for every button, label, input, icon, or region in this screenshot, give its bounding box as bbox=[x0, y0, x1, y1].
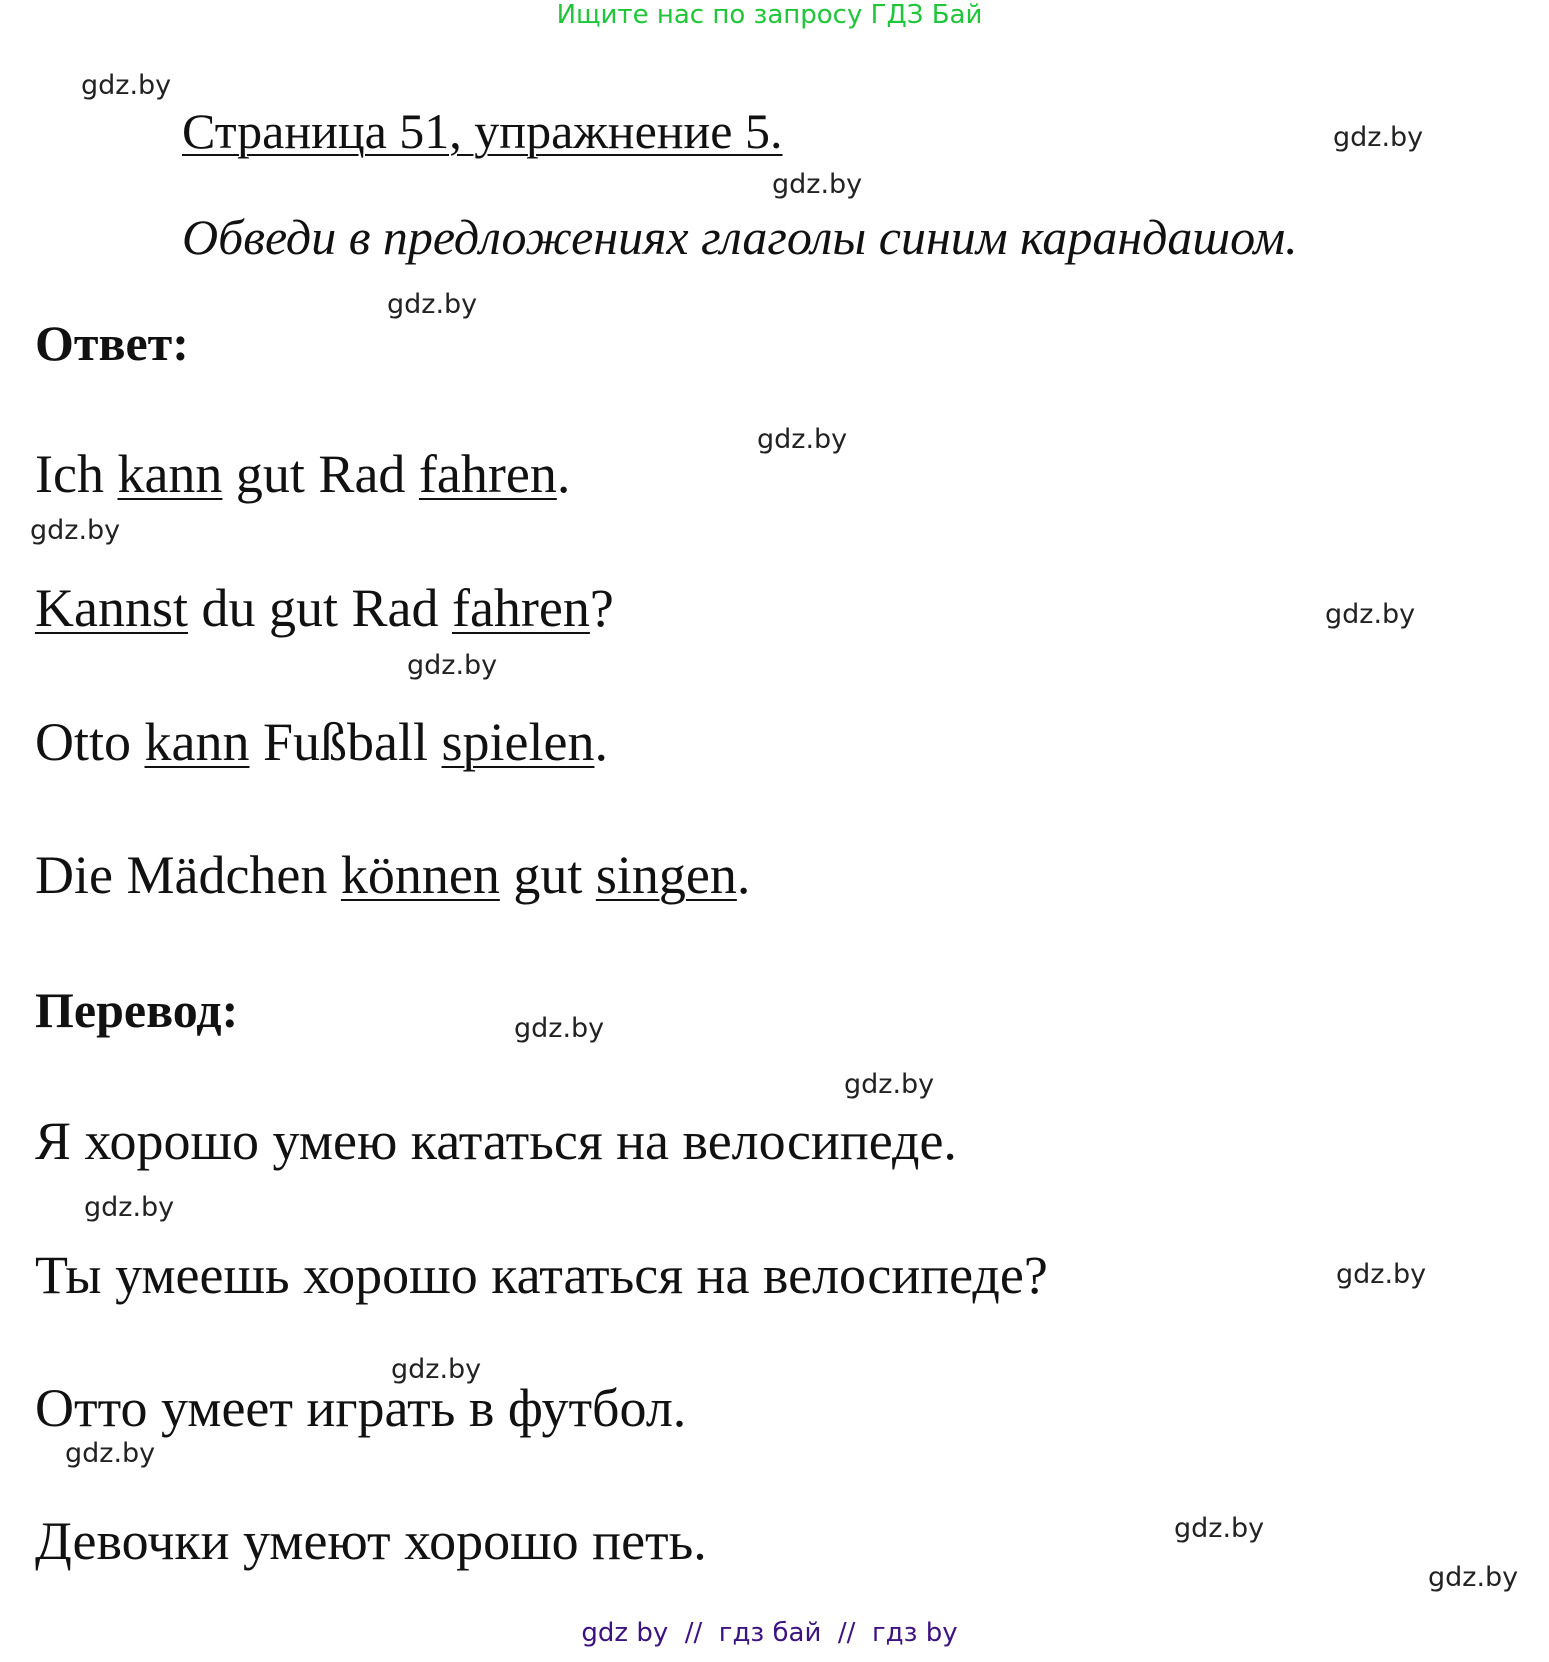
verb-underlined: können bbox=[340, 845, 500, 905]
word: gut Rad bbox=[222, 444, 419, 504]
page-title: Страница 51, упражнение 5. bbox=[182, 103, 783, 159]
translation-2: Ты умеешь хорошо кататься на велосипеде? bbox=[35, 1245, 1048, 1305]
watermark: gdz.by bbox=[391, 1354, 482, 1385]
exercise-instruction: Обведи в предложениях глаголы синим карандашом. bbox=[182, 209, 1298, 265]
answer-sentence-3 bbox=[35, 712, 608, 772]
watermark: gdz.by bbox=[81, 70, 172, 101]
verb-underlined: singen bbox=[595, 845, 737, 905]
translation-3: Отто умеет играть в футбол. bbox=[35, 1378, 687, 1438]
word: Die Mädchen bbox=[35, 845, 341, 905]
watermark: gdz.by bbox=[1333, 122, 1424, 153]
verb-underlined: fahren bbox=[451, 578, 590, 638]
answer-sentence-4 bbox=[35, 845, 751, 905]
punctuation: . bbox=[594, 712, 608, 772]
answer-heading: Ответ: bbox=[35, 315, 189, 371]
watermark: gdz.by bbox=[84, 1192, 175, 1223]
translation-4: Девочки умеют хорошо петь. bbox=[35, 1511, 707, 1571]
verb-underlined: spielen bbox=[441, 712, 595, 772]
verb-underlined: Kannst bbox=[35, 578, 188, 638]
word: Otto bbox=[35, 712, 145, 772]
verb-underlined: kann bbox=[144, 712, 250, 772]
punctuation: . bbox=[556, 444, 571, 504]
watermark: gdz.by bbox=[30, 515, 121, 546]
word: Ich bbox=[35, 444, 118, 504]
word: gut bbox=[499, 845, 596, 905]
punctuation: ? bbox=[589, 578, 614, 638]
watermark: gdz.by bbox=[514, 1013, 605, 1044]
translation-1: Я хорошо умею кататься на велосипеде. bbox=[35, 1111, 957, 1171]
search-banner[interactable]: Ищите нас по запросу ГДЗ Бай bbox=[556, 0, 983, 30]
word: du gut Rad bbox=[187, 578, 452, 638]
verb-underlined: fahren bbox=[418, 444, 557, 504]
site-links-footer[interactable]: gdz by // гдз бай // гдз by bbox=[581, 1618, 958, 1648]
watermark: gdz.by bbox=[844, 1069, 935, 1100]
translation-heading: Перевод: bbox=[35, 982, 239, 1038]
watermark: gdz.by bbox=[757, 424, 848, 455]
watermark: gdz.by bbox=[1336, 1259, 1427, 1290]
watermark: gdz.by bbox=[407, 650, 498, 681]
watermark: gdz.by bbox=[387, 289, 478, 320]
punctuation: . bbox=[736, 845, 751, 905]
word: Fußball bbox=[249, 712, 442, 772]
watermark: gdz.by bbox=[65, 1438, 156, 1469]
watermark: gdz.by bbox=[772, 169, 863, 200]
watermark: gdz.by bbox=[1325, 599, 1416, 630]
verb-underlined: kann bbox=[117, 444, 223, 504]
watermark: gdz.by bbox=[1174, 1513, 1265, 1544]
answer-sentence-1 bbox=[35, 444, 571, 504]
answer-sentence-2 bbox=[35, 578, 614, 638]
watermark: gdz.by bbox=[1428, 1562, 1519, 1593]
